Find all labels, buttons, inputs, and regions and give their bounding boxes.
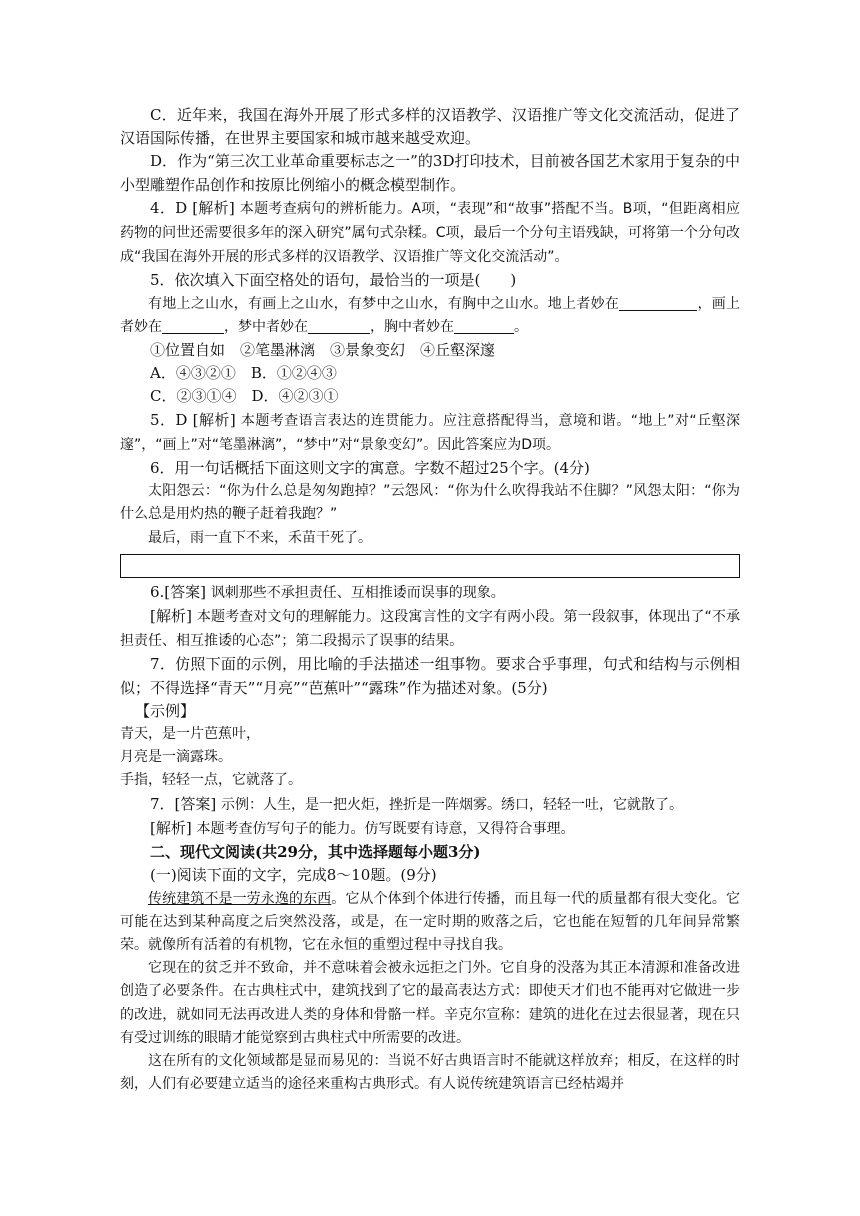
q4-answer: 4．D — [150, 198, 188, 217]
q5-text-c: ，梦中者妙在 — [224, 318, 308, 335]
q5-stem: 5．依次填入下面空格处的语句，最恰当的一项是( ) — [150, 271, 517, 290]
q5-analysis-paragraph — [120, 409, 740, 457]
q4-analysis-paragraph — [120, 197, 740, 270]
q5-options-ab: A．④③②① B．①②④③ — [150, 364, 337, 383]
q7-answer-paragraph — [120, 793, 740, 817]
q5-blank-3 — [308, 319, 370, 334]
q5-text-e: 。 — [514, 318, 528, 335]
reading-paragraph-3: 这在所有的文化领域都是显而易见的：当说不好古典语言时不能就这样放弃；相反，在这样的时刻，人们有必要建立适当的途径来重构古典形式。有人说传统建筑语言已经枯竭并 — [120, 1052, 740, 1093]
q7-example-label: 【示例】 — [135, 701, 196, 720]
document-body — [120, 104, 740, 1096]
q6-answer-text: 讽刺那些不承担责任、互相推诿而误事的现象。 — [210, 584, 505, 601]
q7-stem: 7．仿照下面的示例，用比喻的手法描述一组事物。要求合乎事理，句式和结构与示例相似；不得选择“青天”“月亮”“芭蕉叶”“露珠”作为描述对象。(5分) — [120, 655, 740, 697]
q6-answer-paragraph — [120, 581, 740, 605]
q6-analysis-tag: [解析] — [150, 607, 193, 626]
section-2-title: 二、现代文阅读(共29分，其中选择题每小题3分) — [150, 843, 481, 862]
q6-analysis-text: 本题考查对文句的理解能力。这段寓言性的文字有两小段。第一段叙事，体现出了“不承担责任、相互推诿的心态”；第二段揭示了误事的结果。 — [120, 609, 740, 650]
poem-line-3: 手指，轻轻一点，它就落了。 — [120, 772, 302, 789]
q7-analysis-text: 本题考查仿写句子的能力。仿写既要有诗意，又得符合事理。 — [196, 820, 575, 837]
q7-answer-text: 示例：人生，是一把火炬，挫折是一阵烟雾。绣口，轻轻一吐，它就散了。 — [221, 796, 684, 813]
q5-options-cd: C．②③①④ D．④②③① — [150, 387, 339, 406]
q5-answer: 5．D — [150, 410, 188, 429]
underlined-sentence: 传统建筑不是一劳永逸的东西 — [148, 890, 332, 907]
q5-choices: ①位置自如 ②笔墨淋漓 ③景象变幻 ④丘壑深邃 — [150, 341, 496, 360]
q5-blank-1 — [619, 296, 697, 311]
q5-blank-2 — [162, 319, 224, 334]
q5-text-b: ，画上者妙在 — [120, 295, 741, 335]
q7-answer-tag: 7．[答案] — [150, 794, 217, 813]
section-2-subtitle: (一)阅读下面的文字，完成8～10题。(9分) — [150, 866, 437, 885]
poem-line-1: 青天，是一片芭蕉叶， — [120, 726, 260, 743]
option-c: C．近年来，我国在海外开展了形式多样的汉语教学、汉语推广等文化交流活动，促进了汉语国际传播，在世界主要国家和城市越来越受欢迎。 — [120, 106, 740, 148]
poem-line-2: 月亮是一滴露珠。 — [120, 749, 232, 766]
q5-text-a: 有地上之山水，有画上之山水，有梦中之山水，有胸中之山水。地上者妙在 — [148, 295, 620, 312]
q5-text — [120, 293, 740, 339]
q6-analysis-paragraph — [120, 605, 740, 653]
q6-text-1: 太阳怨云：“你为什么总是匆匆跑掉？”云怨风：“你为什么吹得我站不住脚？”风怨太阳：“你为什么总是用灼热的鞭子赶着我跑？” — [120, 483, 740, 523]
q5-text-d: ，胸中者妙在 — [370, 318, 454, 335]
q4-analysis-text: 本题考查病句的辨析能力。A项，“表现”和“故事”搭配不当。B项，“但距离相应药物的问世还需要很多年的深入研究”属句式杂糅。C项，最后一个分句主语残缺，可将第一个分句改成“我国在海外开展的形式多样的汉语教学、汉语推广等文化交流活动”。 — [120, 200, 740, 266]
q4-analysis-tag: [解析] — [192, 198, 235, 217]
q6-text-2: 最后，雨一直下不来，禾苗干死了。 — [148, 529, 372, 546]
q5-analysis-tag: [解析] — [192, 410, 236, 429]
q7-analysis-tag: [解析] — [150, 818, 192, 837]
reading-paragraph-1-rest: 。它从个体到个体进行传播，而且每一代的质量都有很大变化。它可能在达到某种高度之后突然没落，或是，在一定时期的败落之后，它也能在短暂的几年间异常繁荣。就像所有活着的有机物，它在永恒的重塑过程中寻找自我。 — [120, 890, 741, 953]
q7-analysis-paragraph — [120, 817, 740, 841]
option-d: D．作为“第三次工业革命重要标志之一”的3D打印技术，目前被各国艺术家用于复杂的中小型雕塑作品创作和按原比例缩小的概念模型制作。 — [120, 152, 740, 194]
q6-stem: 6．用一句话概括下面这则文字的寓意。字数不超过25个字。(4分) — [150, 459, 590, 478]
q5-analysis-text: 本题考查语言表达的连贯能力。应注意搭配得当，意境和谐。“地上”对“丘壑深邃”，“画上”对“笔墨淋漓”，“梦中”对“景象变幻”。因此答案应为D项。 — [120, 412, 740, 453]
reading-paragraph-2: 它现在的贫乏并不致命，并不意味着会被永远拒之门外。它自身的没落为其正本清源和准备改进创造了必要条件。在古典柱式中，建筑找到了它的最高表达方式：即使天才们也不能再对它做进一步的改进，就如同无法再改进人类的身体和骨骼一样。辛克尔宣称：建筑的进化在过去很显著，现在只有受过训练的眼睛才能觉察到古典柱式中所需要的改进。 — [120, 960, 740, 1046]
q6-answer-tag: 6.[答案] — [150, 582, 207, 601]
reading-paragraph-1 — [120, 888, 740, 958]
q6-answer-box[interactable] — [120, 554, 740, 578]
q5-blank-4 — [454, 319, 514, 334]
